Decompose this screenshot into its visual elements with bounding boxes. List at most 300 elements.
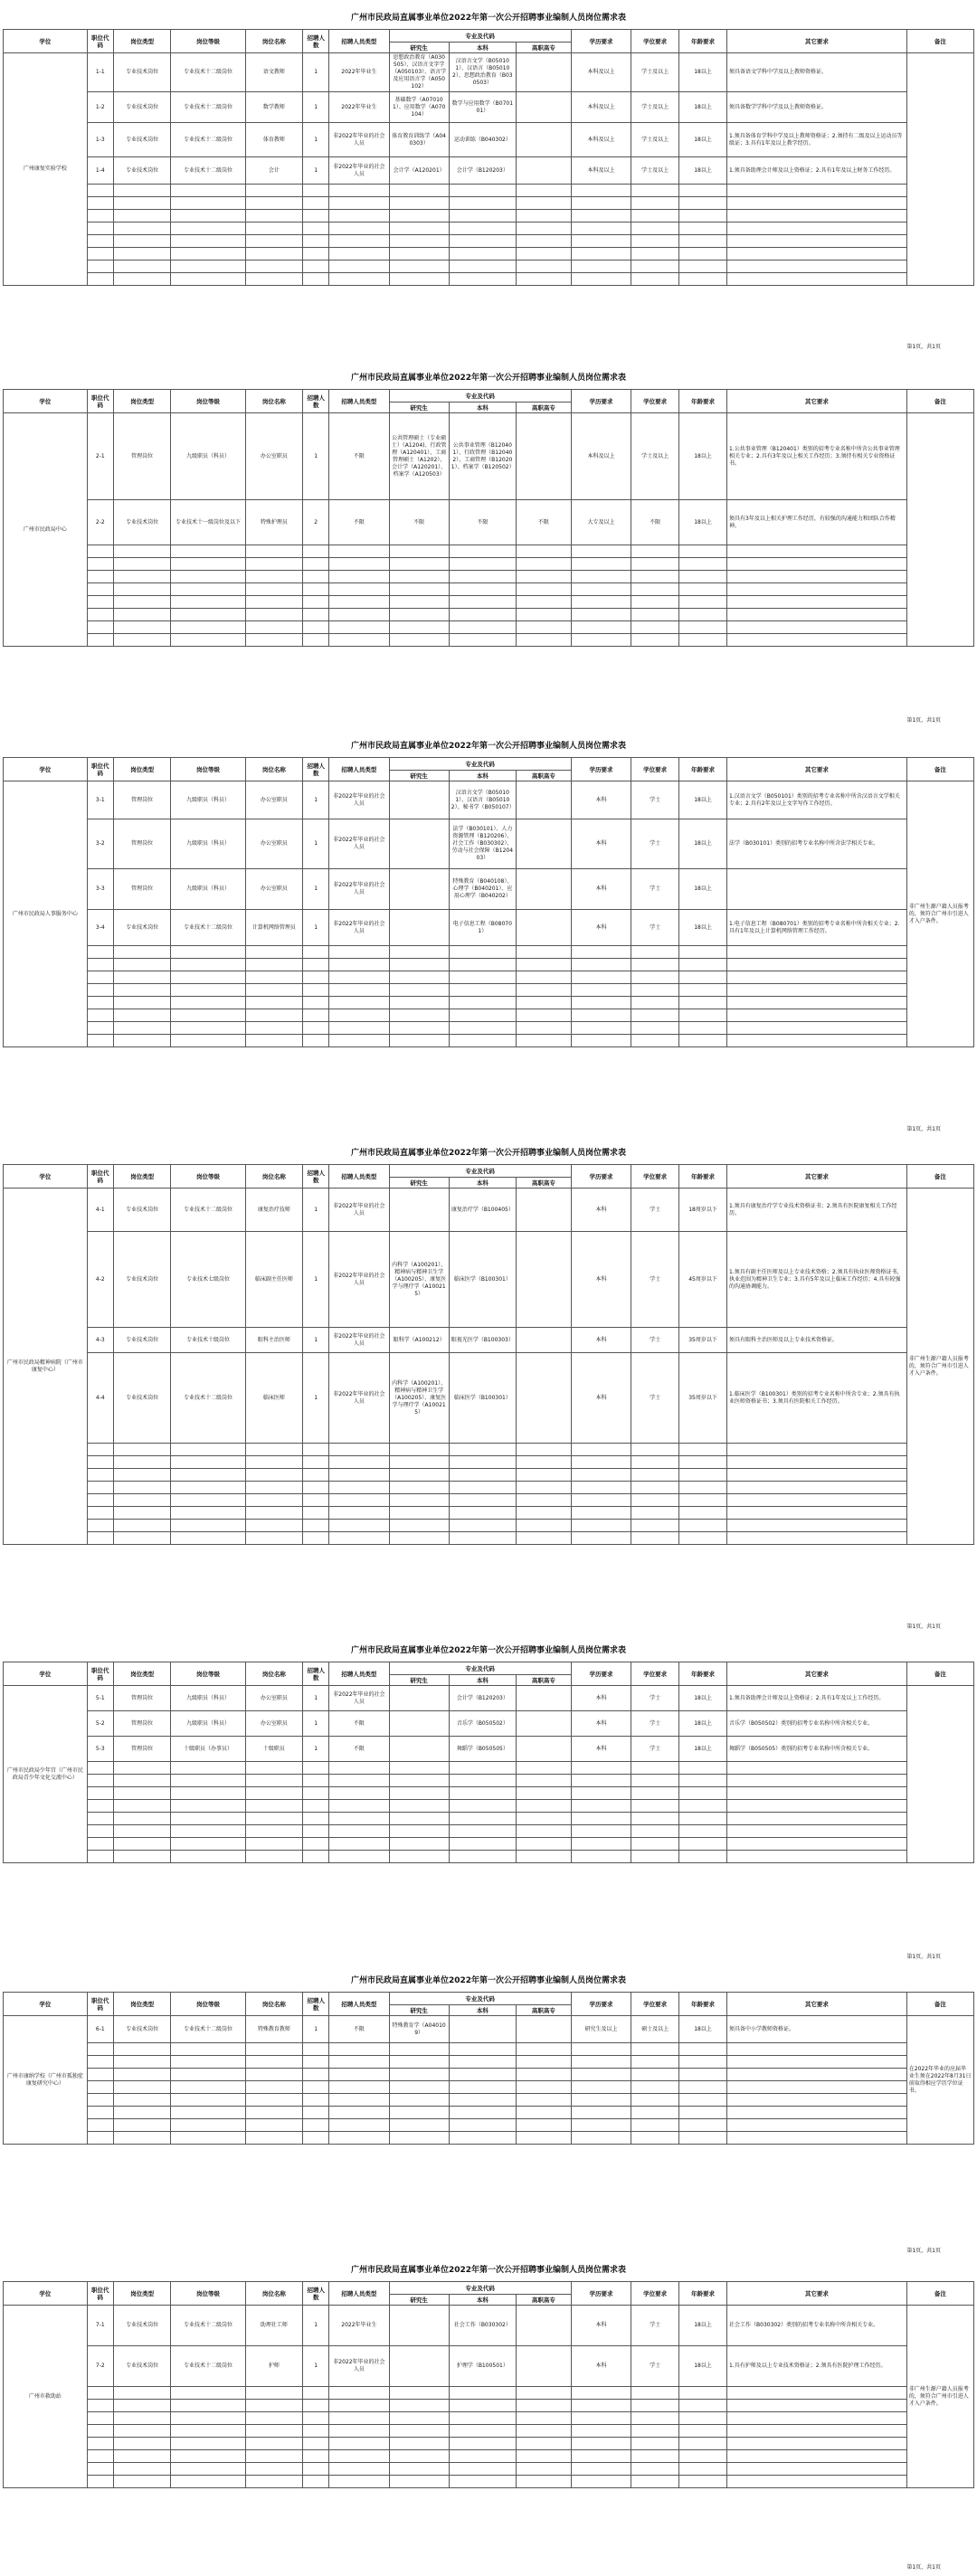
note-cell: 非广州生源户籍人员报考的，须符合广州市引进人才入户条件。 [906, 781, 973, 1047]
header-deg: 学位要求 [631, 2282, 679, 2306]
header-note: 备注 [906, 1165, 973, 1189]
major-undergraduate: 电子信息工程（B080701） [449, 910, 516, 946]
empty-cell [679, 545, 727, 558]
position-type: 专业技术岗位 [113, 1328, 171, 1353]
header-major: 专业及代码 [389, 1993, 571, 2005]
empty-cell [571, 959, 631, 971]
empty-cell [449, 2107, 516, 2119]
empty-cell [87, 248, 113, 260]
empty-cell [631, 1775, 679, 1787]
empty-cell [389, 1813, 449, 1825]
empty-cell [631, 946, 679, 959]
header-type: 岗位类型 [113, 390, 171, 413]
job-requirements-table [3, 29, 974, 286]
empty-cell [631, 971, 679, 984]
empty-cell [303, 235, 329, 248]
major-undergraduate: 法学（B030101）、人力资源管理（B120206）、社会工作（B030302）、劳动与社会保障（B120403） [449, 819, 516, 869]
header-deg: 学位要求 [631, 758, 679, 781]
header-type: 岗位类型 [113, 1993, 171, 2016]
empty-cell [571, 2107, 631, 2119]
empty-cell [171, 1444, 245, 1456]
position-level: 专业技术十二级岗位 [171, 2016, 245, 2043]
empty-row [4, 260, 974, 273]
header-deg: 学位要求 [631, 1662, 679, 1686]
empty-cell [329, 1532, 389, 1545]
position-level: 专业技术十二级岗位 [171, 2306, 245, 2346]
empty-cell [571, 583, 631, 596]
education-req: 本科 [571, 1737, 631, 1762]
empty-cell [631, 571, 679, 583]
empty-row [4, 2463, 974, 2476]
empty-cell [113, 1507, 171, 1520]
empty-cell [171, 558, 245, 571]
hire-count: 1 [303, 2306, 329, 2346]
empty-cell [631, 2094, 679, 2107]
empty-cell [679, 1838, 727, 1851]
empty-cell [113, 2476, 171, 2488]
age-req: 18以上 [679, 413, 727, 500]
unit-name: 广州市康纳学校（广州市孤独症康复研究中心） [4, 2016, 88, 2145]
education-req: 本科 [571, 819, 631, 869]
empty-cell [679, 959, 727, 971]
major-college [516, 2306, 571, 2346]
empty-cell [87, 1851, 113, 1863]
empty-cell [303, 2438, 329, 2450]
empty-cell [245, 185, 303, 197]
degree-req: 不限 [631, 500, 679, 545]
job-requirements-table [3, 1992, 974, 2145]
empty-cell [631, 997, 679, 1009]
empty-cell [389, 558, 449, 571]
empty-row [4, 558, 974, 571]
empty-cell [571, 1022, 631, 1035]
empty-cell [727, 2463, 907, 2476]
target-type: 非2022年毕业的社会人员 [329, 819, 389, 869]
empty-cell [679, 1762, 727, 1775]
empty-cell [245, 609, 303, 621]
empty-cell [389, 583, 449, 596]
empty-cell [389, 1787, 449, 1800]
empty-cell [389, 984, 449, 997]
empty-cell [449, 1838, 516, 1851]
header-level: 岗位等级 [171, 2282, 245, 2306]
age-req: 18以上 [679, 92, 727, 123]
position-type: 专业技术岗位 [113, 92, 171, 123]
empty-cell [245, 971, 303, 984]
empty-cell [303, 571, 329, 583]
empty-cell [449, 2081, 516, 2094]
header-age: 年龄要求 [679, 30, 727, 53]
empty-cell [449, 185, 516, 197]
empty-cell [571, 984, 631, 997]
major-undergraduate: 汉语言文学（B050101）、汉语言（B050102）、思想政治教育（B030503） [449, 53, 516, 92]
age-req: 18以上 [679, 53, 727, 92]
empty-row [4, 2476, 974, 2488]
empty-cell [171, 2069, 245, 2081]
empty-cell [631, 1456, 679, 1469]
header-unit: 学位 [4, 30, 88, 53]
empty-cell [87, 1482, 113, 1494]
empty-cell [245, 621, 303, 634]
age-req: 18以上 [679, 2306, 727, 2346]
table-row [4, 500, 974, 545]
empty-cell [113, 971, 171, 984]
empty-cell [389, 1022, 449, 1035]
position-code: 3-4 [87, 910, 113, 946]
empty-cell [449, 273, 516, 286]
empty-cell [113, 558, 171, 571]
empty-cell [113, 2056, 171, 2069]
empty-cell [87, 1022, 113, 1035]
position-name: 特殊护理员 [245, 500, 303, 545]
empty-cell [571, 2069, 631, 2081]
empty-cell [303, 2081, 329, 2094]
education-req: 本科 [571, 1353, 631, 1444]
position-name: 办公室职员 [245, 869, 303, 910]
education-req: 本科及以上 [571, 53, 631, 92]
empty-cell [87, 1456, 113, 1469]
position-code: 4-2 [87, 1232, 113, 1328]
empty-cell [631, 185, 679, 197]
empty-cell [303, 1851, 329, 1863]
table-page [0, 2261, 977, 2573]
empty-cell [171, 1532, 245, 1545]
empty-cell [171, 1775, 245, 1787]
empty-cell [113, 2463, 171, 2476]
header-grad: 研究生 [389, 2005, 449, 2016]
age-req: 18以上 [679, 157, 727, 185]
target-type: 非2022年毕业的社会人员 [329, 910, 389, 946]
header-type: 岗位类型 [113, 1165, 171, 1189]
empty-row [4, 596, 974, 609]
empty-cell [727, 1022, 907, 1035]
empty-cell [631, 2119, 679, 2132]
empty-cell [245, 2476, 303, 2488]
age-req: 18以上 [679, 1686, 727, 1711]
empty-row [4, 1838, 974, 1851]
header-name: 岗位名称 [245, 1165, 303, 1189]
other-req: 1.须具备助理会计师及以上资格证；2.具有1年及以上工作经历。 [727, 1686, 907, 1711]
empty-cell [113, 2069, 171, 2081]
header-ug: 本科 [449, 1675, 516, 1686]
empty-cell [449, 1456, 516, 1469]
header-ug: 本科 [449, 1178, 516, 1189]
empty-cell [245, 1035, 303, 1047]
empty-cell [727, 2069, 907, 2081]
header-count: 招聘人数 [303, 2282, 329, 2306]
hire-count: 1 [303, 2016, 329, 2043]
empty-cell [389, 1009, 449, 1022]
empty-cell [303, 2412, 329, 2425]
header-other: 其它要求 [727, 1662, 907, 1686]
major-graduate [389, 1711, 449, 1737]
empty-cell [389, 1838, 449, 1851]
empty-cell [171, 210, 245, 223]
major-graduate: 公共管理硕士（专业硕士）（A1204)、行政管理（A120401）、工商管理硕士（A1202）、会计学（A120201）、档案学（A120503） [389, 413, 449, 500]
empty-cell [171, 2476, 245, 2488]
empty-cell [516, 1456, 571, 1469]
position-type: 专业技术岗位 [113, 2306, 171, 2346]
empty-cell [171, 2450, 245, 2463]
other-req: 须具有眼科主治医师及以上专业技术资格证。 [727, 1328, 907, 1353]
header-edu: 学历要求 [571, 1993, 631, 2016]
empty-cell [389, 2438, 449, 2450]
empty-cell [516, 946, 571, 959]
empty-cell [679, 273, 727, 286]
empty-cell [631, 2132, 679, 2145]
header-grad: 研究生 [389, 771, 449, 781]
empty-cell [87, 946, 113, 959]
major-graduate: 思想政治教育（A030505）、汉语言文字学（A050103）、语言学及应用语言学（A050102） [389, 53, 449, 92]
empty-cell [449, 1532, 516, 1545]
empty-cell [679, 571, 727, 583]
position-code: 1-3 [87, 123, 113, 157]
empty-cell [303, 1444, 329, 1456]
empty-cell [727, 2400, 907, 2412]
table-page [0, 1144, 977, 1633]
empty-cell [727, 2043, 907, 2056]
empty-cell [516, 1762, 571, 1775]
empty-cell [171, 621, 245, 634]
position-level: 专业技术十二级岗位 [171, 910, 245, 946]
major-college [516, 1686, 571, 1711]
degree-req: 学士 [631, 781, 679, 819]
other-req: 法学（B030101）类别的招考专业名称中所含法学相关专业。 [727, 819, 907, 869]
empty-cell [303, 596, 329, 609]
empty-cell [571, 2056, 631, 2069]
target-type: 不限 [329, 1737, 389, 1762]
empty-cell [727, 1494, 907, 1507]
empty-cell [245, 1825, 303, 1838]
empty-cell [87, 2081, 113, 2094]
empty-cell [87, 2119, 113, 2132]
empty-cell [87, 2043, 113, 2056]
empty-cell [727, 2476, 907, 2488]
empty-cell [516, 634, 571, 647]
degree-req: 学士 [631, 1353, 679, 1444]
header-note: 备注 [906, 1993, 973, 2016]
position-level: 专业技术十二级岗位 [171, 1189, 245, 1232]
empty-cell [389, 1469, 449, 1482]
empty-cell [727, 2119, 907, 2132]
page-title: 广州市民政局直属事业单位2022年第一次公开招聘事业编制人员岗位需求表 [350, 14, 627, 23]
age-req: 18以上 [679, 1737, 727, 1762]
empty-cell [389, 596, 449, 609]
empty-cell [245, 545, 303, 558]
empty-cell [571, 558, 631, 571]
position-name: 办公室职员 [245, 1711, 303, 1737]
empty-cell [571, 1787, 631, 1800]
empty-cell [87, 197, 113, 210]
education-req: 本科 [571, 869, 631, 910]
table-row [4, 781, 974, 819]
position-code: 5-1 [87, 1686, 113, 1711]
age-req: 18以上 [679, 500, 727, 545]
page-number: 第1页，共1页 [906, 717, 941, 724]
empty-cell [171, 2387, 245, 2400]
hire-count: 1 [303, 1232, 329, 1328]
empty-cell [171, 1520, 245, 1532]
education-req: 本科 [571, 781, 631, 819]
empty-cell [679, 2107, 727, 2119]
header-major: 专业及代码 [389, 1165, 571, 1178]
empty-cell [679, 946, 727, 959]
empty-cell [245, 2119, 303, 2132]
empty-cell [727, 1762, 907, 1775]
empty-cell [329, 1022, 389, 1035]
empty-cell [245, 1494, 303, 1507]
empty-cell [449, 1825, 516, 1838]
unit-name: 广州市救助站 [4, 2306, 88, 2488]
header-major: 专业及代码 [389, 1662, 571, 1675]
empty-cell [631, 2056, 679, 2069]
empty-cell [87, 1800, 113, 1813]
education-req: 大专及以上 [571, 500, 631, 545]
empty-cell [516, 2412, 571, 2425]
page-number: 第1页，共1页 [906, 1624, 941, 1630]
empty-cell [449, 2387, 516, 2400]
empty-cell [329, 2119, 389, 2132]
empty-cell [389, 2450, 449, 2463]
empty-cell [113, 2387, 171, 2400]
other-req: 1.公共事业管理（B120401）类别的招考专业名称中所含公共事业管理相关专业；2.具有3年及以上相关工作经历；3.须持有相关专业资格证书。 [727, 413, 907, 500]
empty-cell [245, 2450, 303, 2463]
empty-cell [727, 2438, 907, 2450]
major-graduate: 基础数学（A070101）、应用数学（A070104） [389, 92, 449, 123]
empty-cell [303, 1035, 329, 1047]
empty-cell [171, 1469, 245, 1482]
empty-cell [516, 545, 571, 558]
empty-cell [329, 997, 389, 1009]
position-type: 管理岗位 [113, 819, 171, 869]
major-undergraduate: 社会工作（B030302） [449, 2306, 516, 2346]
age-req: 18以上 [679, 123, 727, 157]
header-target: 招聘人员类型 [329, 30, 389, 53]
empty-cell [171, 1482, 245, 1494]
table-row [4, 1711, 974, 1737]
empty-cell [679, 609, 727, 621]
empty-cell [516, 1838, 571, 1851]
degree-req: 学士及以上 [631, 413, 679, 500]
empty-cell [516, 1775, 571, 1787]
degree-req: 学士 [631, 2346, 679, 2387]
empty-row [4, 1787, 974, 1800]
empty-cell [679, 1022, 727, 1035]
table-row [4, 910, 974, 946]
empty-cell [329, 558, 389, 571]
empty-cell [516, 1813, 571, 1825]
empty-cell [571, 1009, 631, 1022]
position-type: 专业技术岗位 [113, 53, 171, 92]
empty-cell [87, 545, 113, 558]
empty-cell [516, 1532, 571, 1545]
note-cell: 在2022年毕业的应届毕业生须在2022年8月31日前取得相应学历学位证书。 [906, 2016, 973, 2145]
empty-cell [113, 1456, 171, 1469]
empty-cell [245, 2043, 303, 2056]
header-ug: 本科 [449, 402, 516, 413]
empty-cell [245, 1787, 303, 1800]
header-level: 岗位等级 [171, 1662, 245, 1686]
empty-cell [679, 210, 727, 223]
empty-cell [679, 2438, 727, 2450]
empty-cell [571, 260, 631, 273]
position-code: 3-1 [87, 781, 113, 819]
empty-cell [113, 1838, 171, 1851]
header-major: 专业及代码 [389, 30, 571, 43]
major-graduate [389, 819, 449, 869]
empty-cell [679, 2400, 727, 2412]
other-req: 1.电子信息工程（B080701）类别的招考专业名称中所含相关专业；2.具有1年及以上计算机网络管理工作经历。 [727, 910, 907, 946]
hire-count: 1 [303, 1737, 329, 1762]
empty-cell [329, 2043, 389, 2056]
empty-cell [389, 235, 449, 248]
header-code: 职位代码 [87, 1993, 113, 2016]
major-college [516, 1737, 571, 1762]
empty-cell [303, 248, 329, 260]
education-req: 本科及以上 [571, 123, 631, 157]
empty-cell [303, 2132, 329, 2145]
empty-cell [113, 1009, 171, 1022]
position-code: 5-3 [87, 1737, 113, 1762]
empty-cell [303, 2107, 329, 2119]
empty-cell [171, 1813, 245, 1825]
empty-cell [87, 1825, 113, 1838]
target-type: 非2022年毕业的社会人员 [329, 123, 389, 157]
empty-cell [87, 1444, 113, 1456]
empty-cell [303, 2463, 329, 2476]
table-row [4, 1328, 974, 1353]
empty-cell [571, 971, 631, 984]
empty-cell [727, 2081, 907, 2094]
empty-cell [449, 1494, 516, 1507]
empty-cell [329, 2132, 389, 2145]
empty-cell [113, 260, 171, 273]
header-code: 职位代码 [87, 1165, 113, 1189]
position-level: 九级职员（科员） [171, 819, 245, 869]
empty-cell [87, 2094, 113, 2107]
header-other: 其它要求 [727, 2282, 907, 2306]
position-type: 专业技术岗位 [113, 1353, 171, 1444]
age-req: 18以上 [679, 819, 727, 869]
empty-cell [87, 185, 113, 197]
empty-cell [171, 1456, 245, 1469]
degree-req: 学士及以上 [631, 157, 679, 185]
empty-cell [571, 634, 631, 647]
position-level: 九级职员（科员） [171, 413, 245, 500]
note-cell [906, 413, 973, 647]
header-unit: 学位 [4, 1165, 88, 1189]
empty-cell [303, 1494, 329, 1507]
empty-cell [303, 621, 329, 634]
header-target: 招聘人员类型 [329, 1662, 389, 1686]
table-row [4, 413, 974, 500]
empty-cell [449, 583, 516, 596]
major-college [516, 92, 571, 123]
empty-cell [113, 185, 171, 197]
empty-cell [171, 2412, 245, 2425]
empty-cell [245, 1469, 303, 1482]
empty-cell [679, 2081, 727, 2094]
empty-cell [329, 634, 389, 647]
position-type: 专业技术岗位 [113, 123, 171, 157]
empty-cell [171, 1825, 245, 1838]
empty-row [4, 1800, 974, 1813]
empty-cell [245, 197, 303, 210]
empty-cell [389, 621, 449, 634]
education-req: 本科 [571, 2346, 631, 2387]
empty-cell [87, 223, 113, 235]
age-req: 18周岁以下 [679, 1189, 727, 1232]
